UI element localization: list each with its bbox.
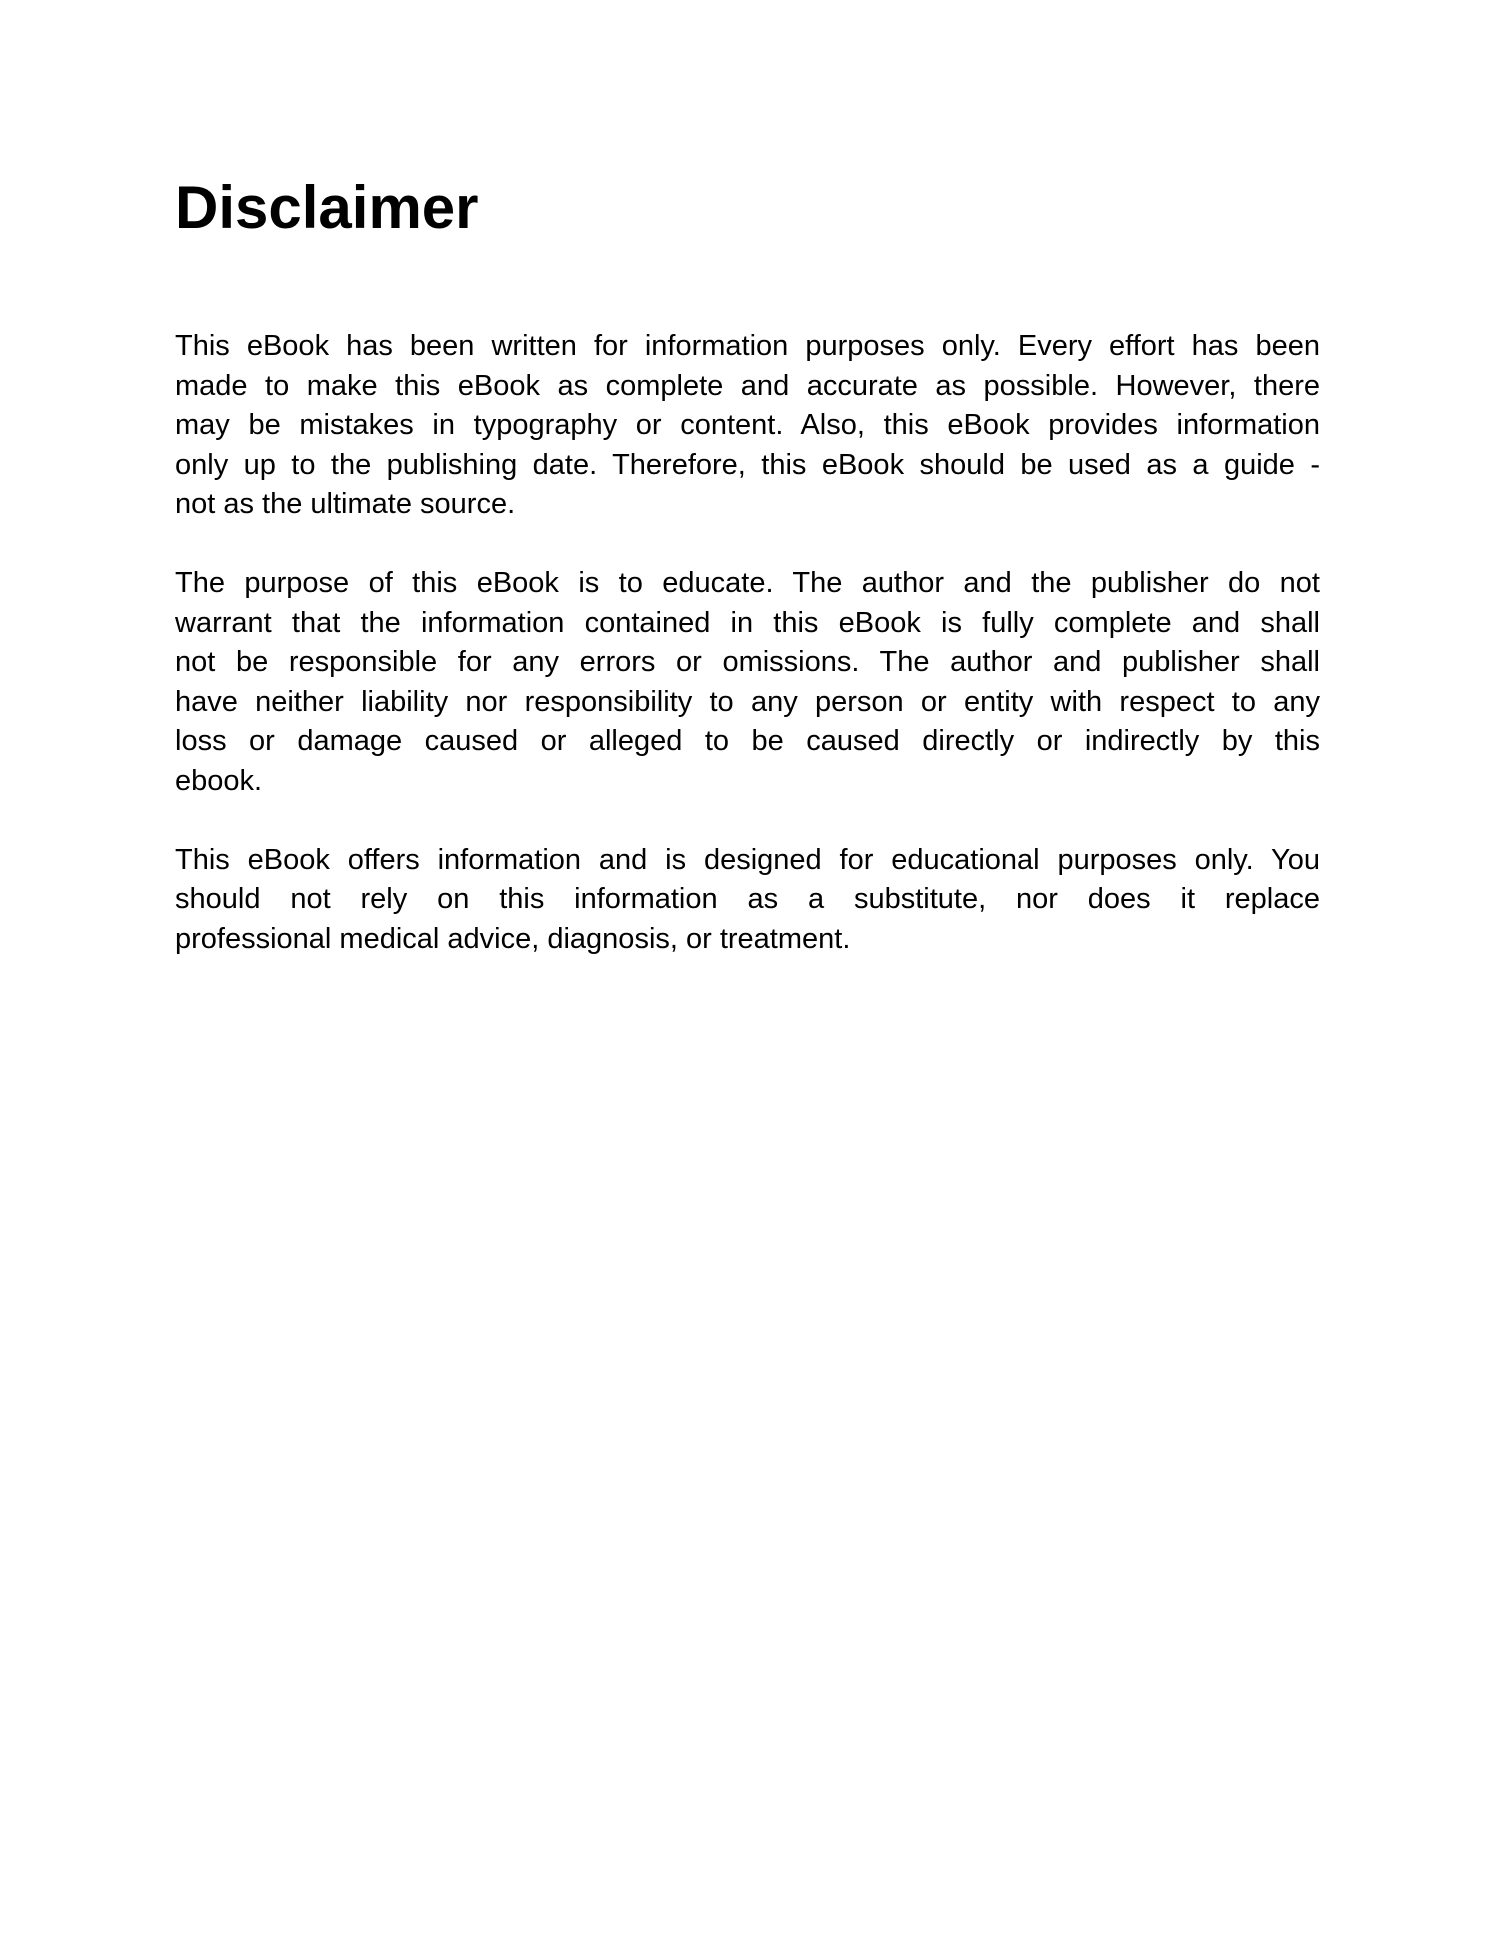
paragraph-line: made to make this eBook as complete and accurate as possible. However, there [175, 369, 1320, 402]
paragraph-line: loss or damage caused or alleged to be caused directly or indirectly by this [175, 725, 1320, 757]
paragraph [175, 564, 1320, 801]
paragraph-line: ebook. [175, 764, 263, 797]
paragraph-line: This eBook has been written for information purposes only. Every effort has been [175, 330, 1320, 362]
paragraph-line: not be responsible for any errors or omissions. The author and publisher shall [175, 646, 1320, 678]
disclaimer-body [175, 327, 1320, 999]
paragraph-line: should not rely on this information as a substitute, nor does it replace [175, 883, 1320, 915]
paragraph-line: may be mistakes in typography or content. Also, this eBook provides information [175, 409, 1320, 441]
paragraph-line: not as the ultimate source. [175, 488, 516, 520]
paragraph [175, 327, 1320, 525]
paragraph-line: only up to the publishing date. Therefore, this eBook should be used as a guide - [175, 448, 1320, 481]
paragraph [175, 841, 1320, 960]
paragraph-line: The purpose of this eBook is to educate. The author and the publisher do not [175, 567, 1320, 599]
paragraph-line: warrant that the information contained in this eBook is fully complete and shall [175, 606, 1320, 639]
paragraph-line: This eBook offers information and is designed for educational purposes only. You [175, 843, 1320, 876]
paragraph-line: have neither liability nor responsibility to any person or entity with respect to any [175, 685, 1320, 718]
page-title: Disclaimer [175, 174, 479, 241]
paragraph-line: professional medical advice, diagnosis, or treatment. [175, 922, 851, 955]
